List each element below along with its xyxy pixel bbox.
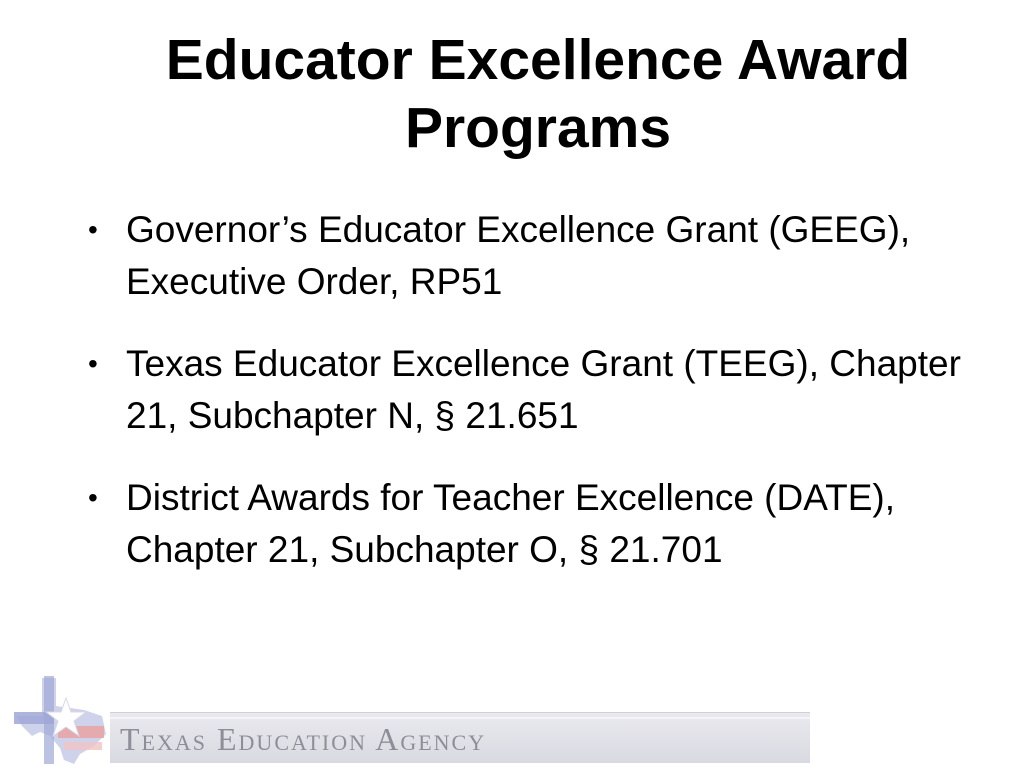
bullet-marker: • — [88, 482, 98, 513]
footer-banner — [110, 712, 810, 763]
list-item — [88, 472, 968, 576]
list-item — [88, 338, 968, 442]
texas-star-icon — [14, 676, 114, 766]
bullet-list — [88, 204, 968, 606]
bullet-text: District Awards for Teacher Excellence (DATE), Chapter 21, Subchapter O, § 21.701 — [126, 477, 896, 570]
slide-title: Educator Excellence Award Programs — [165, 28, 911, 160]
bullet-text: Texas Educator Excellence Grant (TEEG), Chapter 21, Subchapter N, § 21.651 — [126, 343, 961, 436]
bullet-marker: • — [88, 348, 98, 379]
list-item — [88, 204, 968, 308]
bullet-marker: • — [88, 214, 98, 245]
bullet-text: Governor’s Educator Excellence Grant (GEEG), Executive Order, RP51 — [126, 209, 911, 302]
agency-name: Texas Education Agency — [120, 721, 487, 757]
